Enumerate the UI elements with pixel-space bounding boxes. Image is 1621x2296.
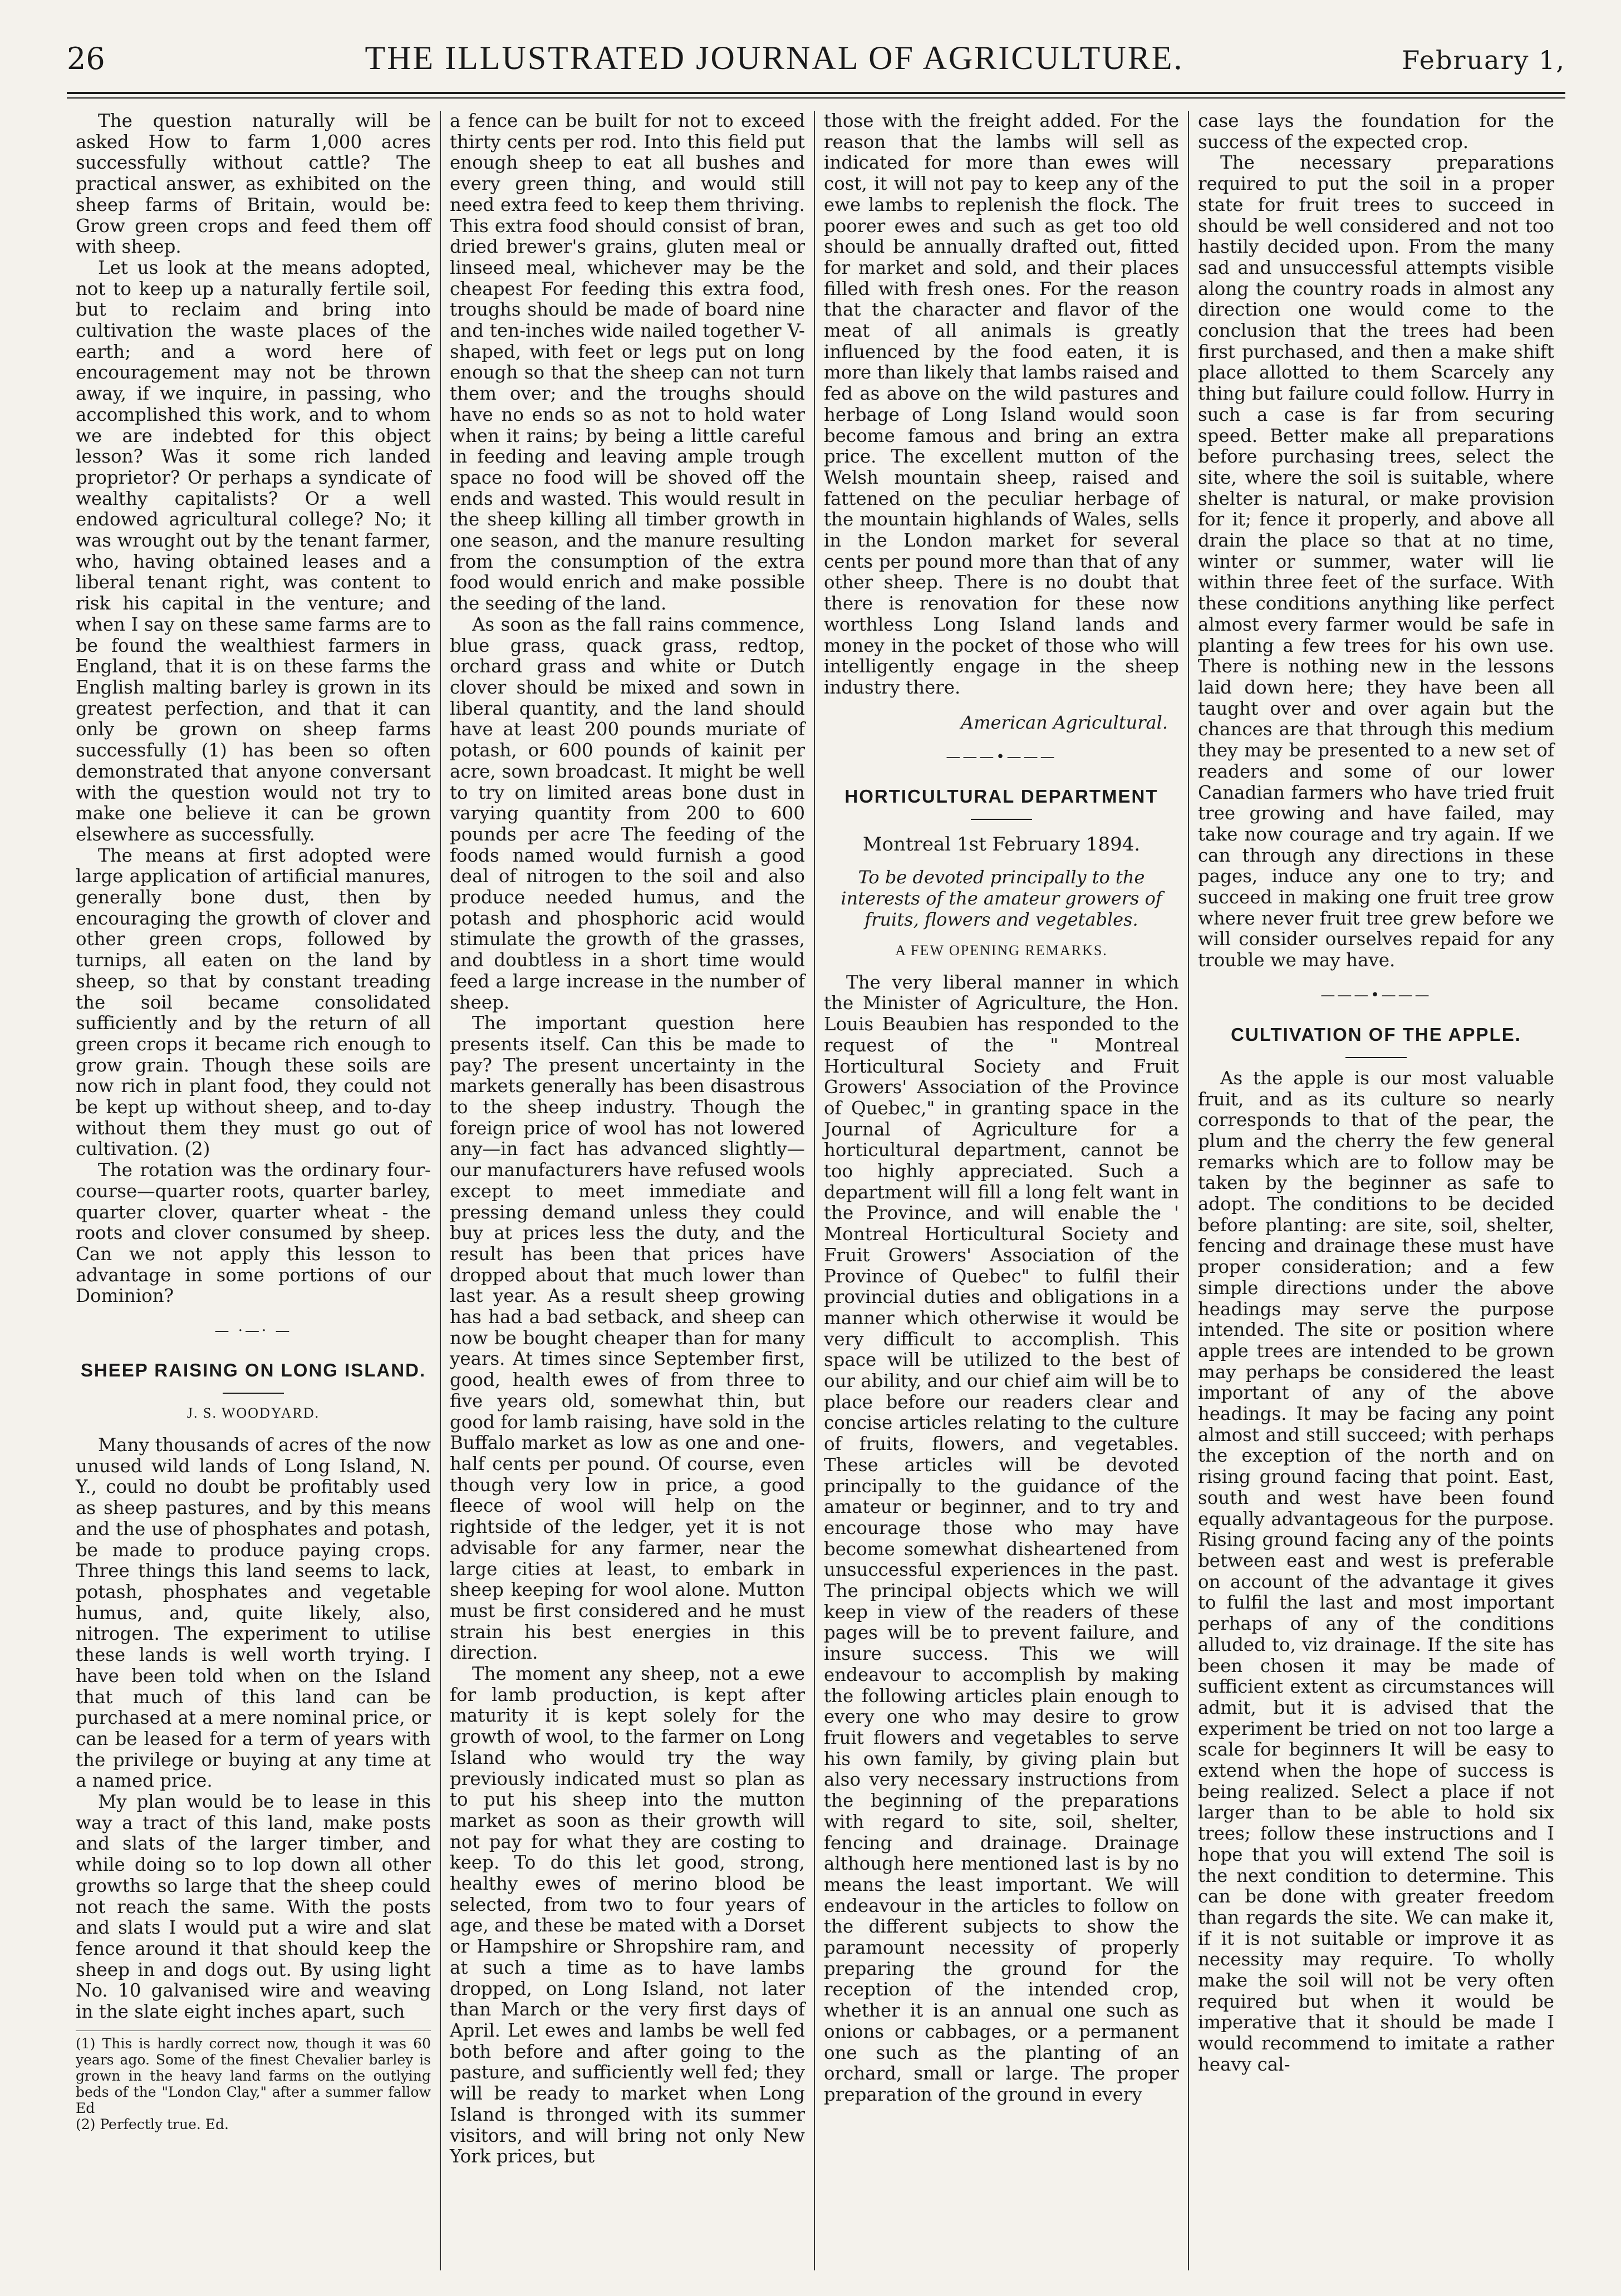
paragraph: The rotation was the ordinary four-course—quarter roots, quarter barley, quarter clover, quarter wheat - the roots and clover consumed by sheep. Can we not apply this lesson to advantage in some portions of our Dominion? xyxy=(76,1159,431,1307)
masthead-rule xyxy=(67,92,1565,99)
paragraph: The moment any sheep, not a ewe for lamb production, is kept after maturity it is kept solely for the growth of wool, to the farmer on Long Island who would try the way previously indicated must so plan as to put his sheep into the mutton market as soon as their growth will not pay for what they are costing to keep. To do this let good, strong, healthy ewes of merino blood be selected, from two to four years of age, and these be mated with a Dorset or Hampshire or Shropshire ram, and at such a time as to have lambs dropped, on Long Island, not later than March or the very first days of April. Let ewes and lambs be well fed both before and after going to the pasture, and sufficiently well fed; they will be ready to market when Long Island is thronged with its summer visitors, and will bring not only New York prices, but xyxy=(450,1663,805,2167)
column-1 xyxy=(67,111,441,2270)
subheading: A FEW OPENING REMARKS. xyxy=(895,942,1108,958)
footnotes xyxy=(76,2030,431,2132)
paragraph: As the apple is our most valuable fruit, and as its culture so nearly corresponds to that of the pear, the plum and the cherry the few general remarks which are to follow may be taken by the beginner as safe to adopt. The conditions to be decided before planting: are site, soil, shelter, fencing and drainage these must have proper consideration; and a few simple directions under the above headings may serve the purpose intended. The site or position where apple trees are intended to be grown may perhaps be considered the least important of any of the above headings. It may be facing any point almost and still succeed; with perhaps the exception of the north and on rising ground facing that point. East, south and west have been found equally advantageous for the purpose. Rising ground facing any of the points between east and west is preferable on account of the advantage it gives to fulfil the last and most important perhaps of any of the conditions alluded to, viz drainage. If the site has been chosen it may be made of sufficient extent as circumstances will admit, but it is advised that the experiment be tried on not too large a scale for beginners It will be easy to extend when the hope of success is being realized. Select a place if not larger than to be able to hold six trees; follow these instructions and I hope that you will extend The soil is the next condition to determine. This can be done with greater freedom than regards the site. We can make it, if it is not suitable or improve it as necessity may require. To wholly make the soil will not be very often required but when it would be imperative that it should be made I would recommend to imitate a rather heavy cal- xyxy=(1198,1067,1554,2075)
section-divider: — ·—· — xyxy=(214,1322,292,1340)
author-byline: J. S. WOODYARD. xyxy=(186,1405,320,1422)
section-divider: ———•——— xyxy=(946,748,1057,765)
department-heading: HORTICULTURAL DEPARTMENT xyxy=(844,785,1158,807)
paragraph: The means at first adopted were large application of artificial manures, generally bone dust, then by encouraging the growth of clover and other green crops, followed by turnips, all eaten on the land by sheep, so that by constant treading the soil became consolidated sufficiently and by the return of all green crops it became rich enough to grow grain. Though these soils are now rich in plant food, they could not be kept up without sheep, and to-day without them they must go out of cultivation. (2) xyxy=(76,844,431,1160)
journal-title: THE ILLUSTRATED JOURNAL OF AGRICULTURE. xyxy=(365,40,1184,76)
column-3 xyxy=(815,111,1189,2270)
column-2 xyxy=(441,111,815,2270)
paragraph: The necessary preparations required to put the soil in a proper state for fruit trees to succeed in should be well considered and not too hastily decided upon. From the many sad and unsuccessful attempts visible along the country roads in almost any direction one would come to the conclusion that the trees had been first purchased, and then a make shift place allotted to them Scarcely any thing but failure could follow. Hurry in such a case is far from securing speed. Better make all preparations before purchasing trees, select the site, where the soil is suitable, where shelter is natural, or make provision for it; fence it properly, and above all drain the place so that at no time, winter or summer, water will lie within three feet of the surface. With these conditions anything like perfect almost every farmer would be safe in planting a few trees for his own use. There is nothing new in the lessons laid down here; they have been all taught over and over again but the chances are that through this medium they may be presented to a new set of readers and some of our lower Canadian farmers who have tried fruit tree growing and have failed, may take now courage and try again. If we can through any directions in these pages, induce any one to try; and succeed in making one fruit tree grow where never fruit tree grew before we will consider ourselves repaid for any trouble we may have. xyxy=(1198,152,1554,971)
article-heading: SHEEP RAISING ON LONG ISLAND. xyxy=(80,1360,426,1381)
paragraph: The very liberal manner in which the Minister of Agriculture, the Hon. Louis Beaubien has responded to the request of the " Montreal Horticultural Society and Fruit Growers' Association of the Province of Quebec," in granting space in the Journal of Agriculture for a horticultural department, cannot be too highly appreciated. Such a department will fill a long felt want in the Province, and will enable the ' Montreal Horticultural Society and Fruit Growers' Association of the Province of Quebec" to fulfil their provincial duties and obligations in a manner which otherwise it would be very difficult to accomplish. This space will be utilized to the best of our ability, and our chief aim will be to place before our readers clear and concise articles relating to the culture of fruits, flowers, and vegetables. These articles will be devoted principally to the guidance of the amateur or beginner, and to try and encourage those who may have become somewhat disheartened from unsuccessful experiences in the past. The principal objects which we will keep in view of the readers of these pages will be to prevent failure, and insure success. This we will endeavour to accomplish by making the following articles plain enough to every one who may desire to grow fruit flowers and vegetables to serve his own family, by giving plain but also very necessary instructions from the beginning of the preparations with regard to site, soil, shelter, fencing and drainage. Drainage although here mentioned last is by no means the least important. We will endeavour in the articles to follow on the different subjects to show the paramount necessity of properly preparing the ground for the reception of the intended crop, whether it is an annual one such as onions or cabbages, or a permanent one such as the planting of an orchard, small or large. The proper preparation of the ground in every xyxy=(824,971,1179,2105)
page-number: 26 xyxy=(67,41,105,76)
paragraph: those with the freight added. For the reason that the lambs will sell as indicated for more than ewes will cost, it will not pay to keep any of the ewe lambs to replenish the flock. The poorer ewes and such as get too old should be annually drafted out, fitted for market and sold, and their places filled with fresh ones. For the reason that the character and flavor of the meat of all animals is greatly influenced by the food eaten, it is more than likely that lambs raised and fed as above on the wild pastures and herbage of Long Island would soon become famous and bring an extra price. The excellent mutton of the Welsh mountain sheep, raised and fattened on the peculiar herbage of the mountain highlands of Wales, sells in the London market for several cents per pound more than that of any other sheep. There is no doubt that there is renovation for these now worthless Long Island lands and money in the pocket of those who will intelligently engage in the sheep industry there. xyxy=(824,111,1179,698)
section-divider: ———•——— xyxy=(1320,986,1432,1004)
article-heading: CULTIVATION OF THE APPLE. xyxy=(1231,1024,1521,1045)
divider-rule xyxy=(971,819,1032,820)
column-4 xyxy=(1189,111,1563,2270)
paragraph: a fence can be built for not to exceed thirty cents per rod. Into this field put enough sheep to eat all bushes and every green thing, and would still need extra feed to keep them thriving. This extra food should consist of bran, dried brewer's grains, gluten meal or linseed meal, whichever may be the cheapest For feeding this extra food, troughs should be made of board nine and ten-inches wide nailed together V-shaped, with feet or legs put on long enough so that the sheep can not turn them over; and the troughs should have no ends so as not to hold water when it rains; by being a little careful in feeding and leaving ample trough space no food will be shoved off the ends and wasted. This would result in the sheep killing all timber growth in one season, and the manure resulting from the consumption of the extra food would enrich and make possible the seeding of the land. xyxy=(450,111,805,614)
source-credit: American Agricultural. xyxy=(961,711,1168,733)
divider-rule xyxy=(1345,1057,1407,1058)
paragraph: The question naturally will be asked How to farm 1,000 acres successfully without cattle? The practical answer, as exhibited on the sheep farms of Britain, would be: Grow green crops and feed them off with sheep. xyxy=(76,111,431,258)
paragraph: Let us look at the means adopted, not to keep up a naturally fertile soil, but to reclaim and bring into cultivation the waste places of the earth; and a word here of encouragement may not be thrown away, if we inquire, in passing, who accomplished this work, and to whom we are indebted for this object lesson? Was it some rich landed proprietor? Or perhaps a syndicate of wealthy capitalists? Or a well endowed agricultural college? No; it was wrought out by the tenant farmer, who, having obtained leases and a liberal tenant right, was content to risk his capital in the venture; and when I say on these same farms are to be found the wealthiest farmers in England, that it is on these farms the English malting barley is grown in its greatest perfection, and that it can only be grown on sheep farms successfully (1) has been so often demonstrated that anyone conversant with the question would not try to make one believe it can be grown elsewhere as successfully. xyxy=(76,257,431,845)
paragraph: case lays the foundation for the success of the expected crop. xyxy=(1198,111,1554,153)
divider-rule xyxy=(223,1393,284,1394)
dateline: Montreal 1st February 1894. xyxy=(862,833,1141,856)
paragraph: As soon as the fall rains commence, blue grass, quack grass, redtop, orchard grass and white or Dutch clover should be mixed and sown in liberal quantity, and the land should have at least 200 pounds muriate of potash, or 600 pounds of kainit per acre, sown broadcast. It might be well to try on limited areas bone dust in varying quantity from 200 to 600 pounds per acre The feeding of the foods named would furnish a good deal of nitrogen to the soil and also produce needed humus, and the potash and phosphoric acid would stimulate the growth of the grasses, and doubtless in a short time would feed a large increase in the number of sheep. xyxy=(450,613,805,1013)
columns xyxy=(67,111,1565,2270)
masthead xyxy=(67,39,1565,92)
paragraph: Many thousands of acres of the now unused wild lands of Long Island, N. Y., could no doubt be profitably used as sheep pastures, and by this means and the use of phosphates and potash, be made to produce paying crops. Three things this land seems to lack, potash, phosphates and vegetable humus, and, quite likely, also, nitrogen. The experiment to utilise these lands is well worth trying. I have been told when on the Island that much of this land can be purchased at a mere nominal price, or can be leased for a term of years with the privilege or buying at any time at a named price. xyxy=(76,1434,431,1792)
paragraph: My plan would be to lease in this way a tract of this land, make posts and slats of the larger timber, and while doing so to lop down all other growths so large that the sheep could not reach the same. With the posts and slats I would put a wire and slat fence around it that should keep the sheep in and dogs out. By using light No. 10 galvanised wire and weaving in the slate eight inches apart, such xyxy=(76,1791,431,2023)
department-subtitle: To be devoted principally to the interests of the amateur growers of fruits, flowers and vegetables. xyxy=(841,866,1162,930)
issue-date: February 1, xyxy=(1402,45,1565,75)
footnote: (1) This is hardly correct now, though it was 60 years ago. Some of the finest Chevalier barley is grown in the heavy land farms on the outlying beds of the "London Clay," after a summer fallow Ed xyxy=(76,2035,431,2116)
paragraph: The important question here presents itself. Can this be made to pay? The present uncertainty in the markets generally has been disastrous to the sheep industry. Though the foreign price of wool has not lowered any—in fact has advanced slightly—our manufacturers have refused wools except to meet immediate and pressing demand unless they could buy at prices less the duty, and the result has been that prices have dropped about that much lower than last year. As a result sheep growing has had a bad setback, and sheep can now be bought cheaper than for many years. At times since September first, good, health ewes of from three to five years old, somewhat thin, but good for lamb raising, have sold in the Buffalo market as low as one and one-half cents per pound. Of course, even though very low in price, a good fleece of wool will help on the rightside of the ledger, yet it is not advisable for any farmer, near the large cities at least, to embark in sheep keeping for wool alone. Mutton must be first considered and he must strain his best energies in this direction. xyxy=(450,1012,805,1664)
footnote: (2) Perfectly true. Ed. xyxy=(76,2116,229,2132)
